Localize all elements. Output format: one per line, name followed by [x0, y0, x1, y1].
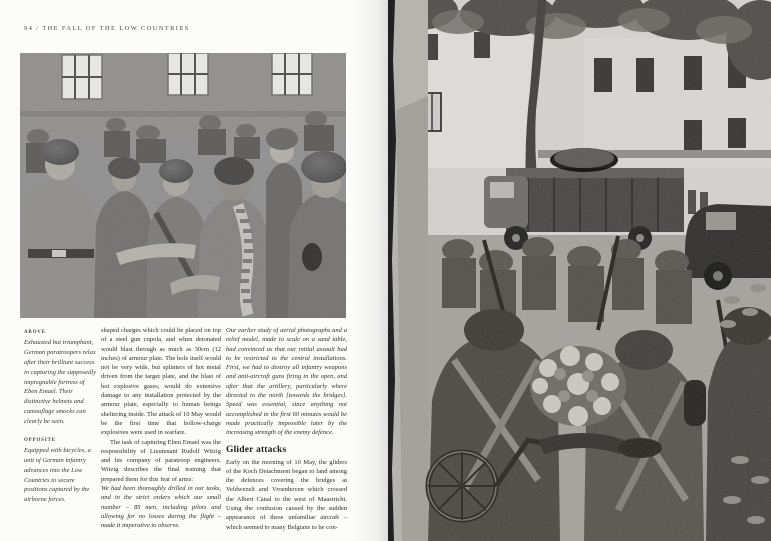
- paratroopers-photo: [20, 53, 346, 318]
- body-paragraph: Early on the morning of 10 May, the gliders of the Koch Detachment began to land among the defences covering the bridges at Veldwezelt and Vroenhoven which crossed the Albert Canal to the west of Maastricht. Using the confusion caused by the sudden appearance of these unfamiliar aircraft – which seemed to many Belgians to be con-: [226, 458, 347, 531]
- caption-opposite: Equipped with bicycles, a unit of German infantry advances into the Low Countries to secure positions captured by the airborne forces.: [24, 446, 91, 504]
- infantry-photo-art: [388, 0, 771, 541]
- witzig-quote-part2: Our earlier study of aerial photographs and a relief model, made to scale on a sand table, had convinced us that our initial assault had to be restricted to the central installations. First, we had to destroy all infantry weapons and anti-aircraft guns firing in the open, and after that the artillery, particularly where directed to the north [towards the bridges]. Speed was essential, since anything not accomplished in the first 60 minutes would be made practically impossible later by the increasing strength of the enemy defence.: [226, 327, 347, 437]
- caption-column: [24, 330, 98, 516]
- paratroopers-photo-art: [20, 53, 346, 318]
- body-paragraph: The task of capturing Eben Emael was the responsibility of Lieutenant Rudolf Witzig and his company of paratroop engineers. Witzig describes the final training that prepared them for this feat of arms:: [101, 438, 221, 483]
- text-column-1: [101, 326, 221, 531]
- section-heading-glider-attacks: Glider attacks: [226, 444, 287, 455]
- caption-label-opposite: OPPOSITE: [24, 437, 56, 443]
- infantry-photo: [388, 0, 771, 541]
- caption-above: Exhausted but triumphant, German paratroopers relax after their brilliant success in capturing the supposedly impregnable fortress of Eben Emael. Their distinctive helmets and camouflage smocks can clearly be seen.: [24, 339, 97, 425]
- caption-label-above: ABOVE: [24, 330, 46, 335]
- body-paragraph: shaped charges which could be placed on top of a steel gun cupola, and when detonated would blast through as much as 30cm (12 inches) of armour plate. The hole itself would not be very wide, but splinters of hot metal driven from the target plate, and the blast of hot explosive gases, would do extensive damage to any installation protected by the armour plate, especially to human beings sheltering inside. The attack of 10 May would be the first time that hollow-charge explosives were used in warfare.: [101, 327, 221, 437]
- witzig-quote-part1: We had been thoroughly drilled in our tasks, and in the strict orders which our small number – 85 men, including pilots and allowing for no losses during the flight – made it imperative to observe.: [101, 485, 221, 530]
- text-column-2: [226, 326, 347, 532]
- page-gutter: [352, 0, 388, 541]
- running-header: 94 / THE FALL OF THE LOW COUNTRIES: [24, 25, 190, 32]
